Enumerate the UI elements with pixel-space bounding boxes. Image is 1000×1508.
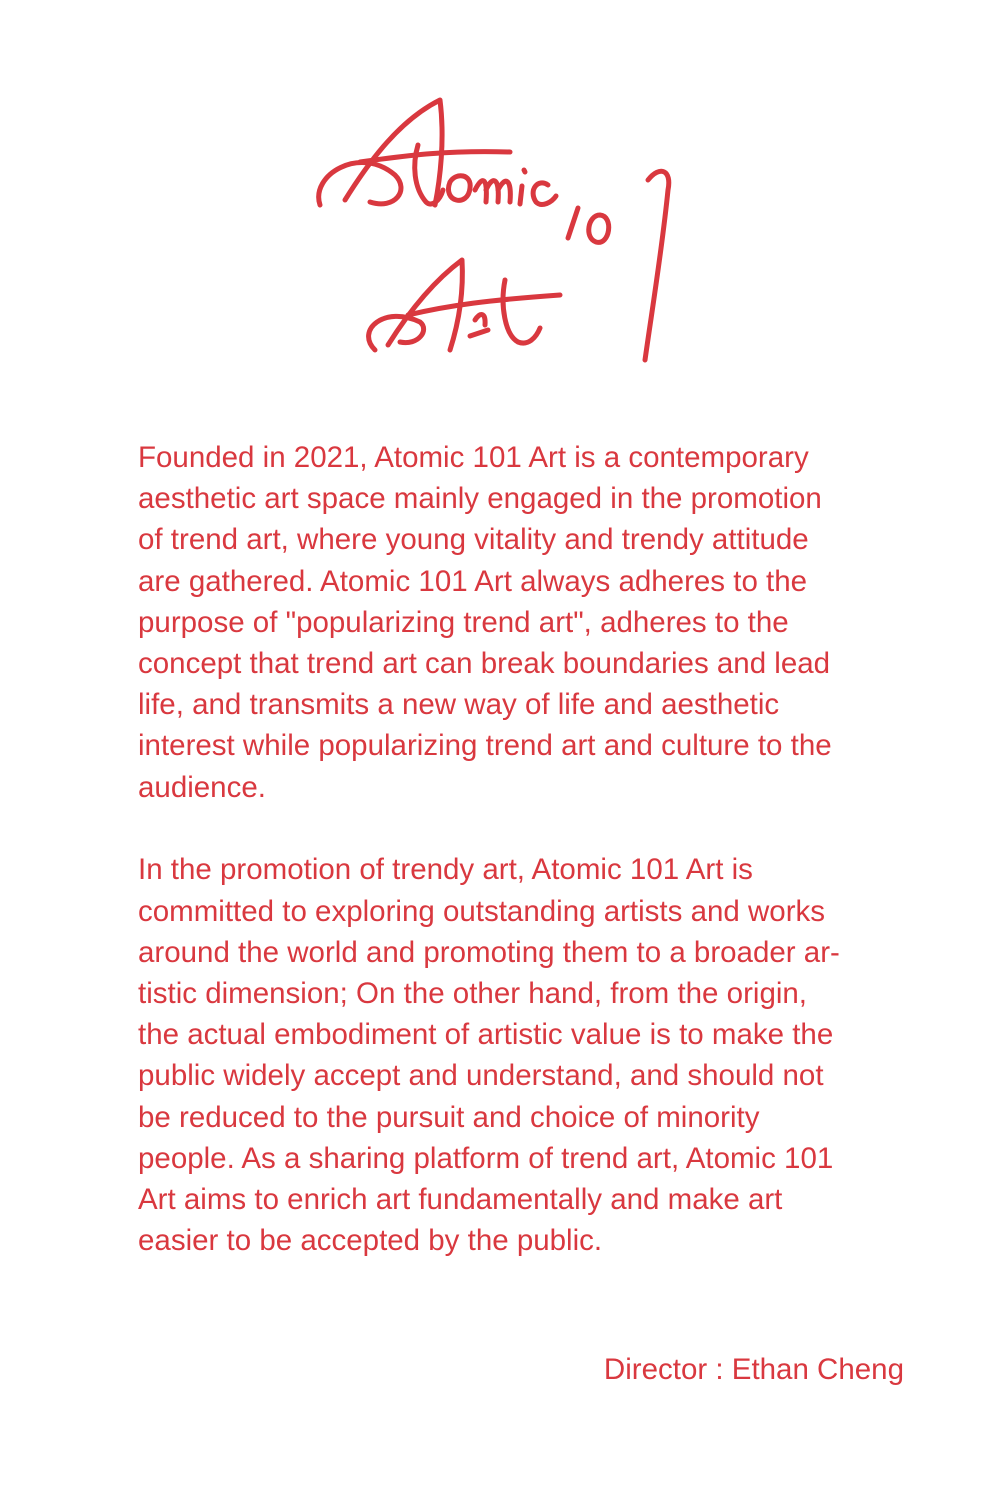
about-paragraph-1: Founded in 2021, Atomic 101 Art is a contemporary aesthetic art space mainly engaged in the promotion of trend art, where young vitality and trendy attitude are gathered. Atomic 101 Art always adheres to the purpose of "popularizing trend art", adheres to the concept that trend art can break boundaries and lead life, and transmits a new way of life and aesthetic interest while popularizing trend art and culture to the audience. (138, 441, 832, 804)
about-text (138, 437, 908, 1261)
atomic-101-art-logo (300, 90, 700, 380)
director-signature: Director : Ethan Cheng (603, 1353, 904, 1386)
about-paragraph-2: In the promotion of trendy art, Atomic 101 Art is committed to exploring outstanding artists and works around the world and promoting them to a broader ar- tistic dimension; On the other hand, from the origin, the actual embodiment of artistic value is to make the public widely accept and understand, and should not be reduced to the pursuit and choice of minority people. As a sharing platform of trend art, Atomic 101 Art aims to enrich art fundamentally and make art easier to be accepted by the public. (138, 853, 840, 1258)
